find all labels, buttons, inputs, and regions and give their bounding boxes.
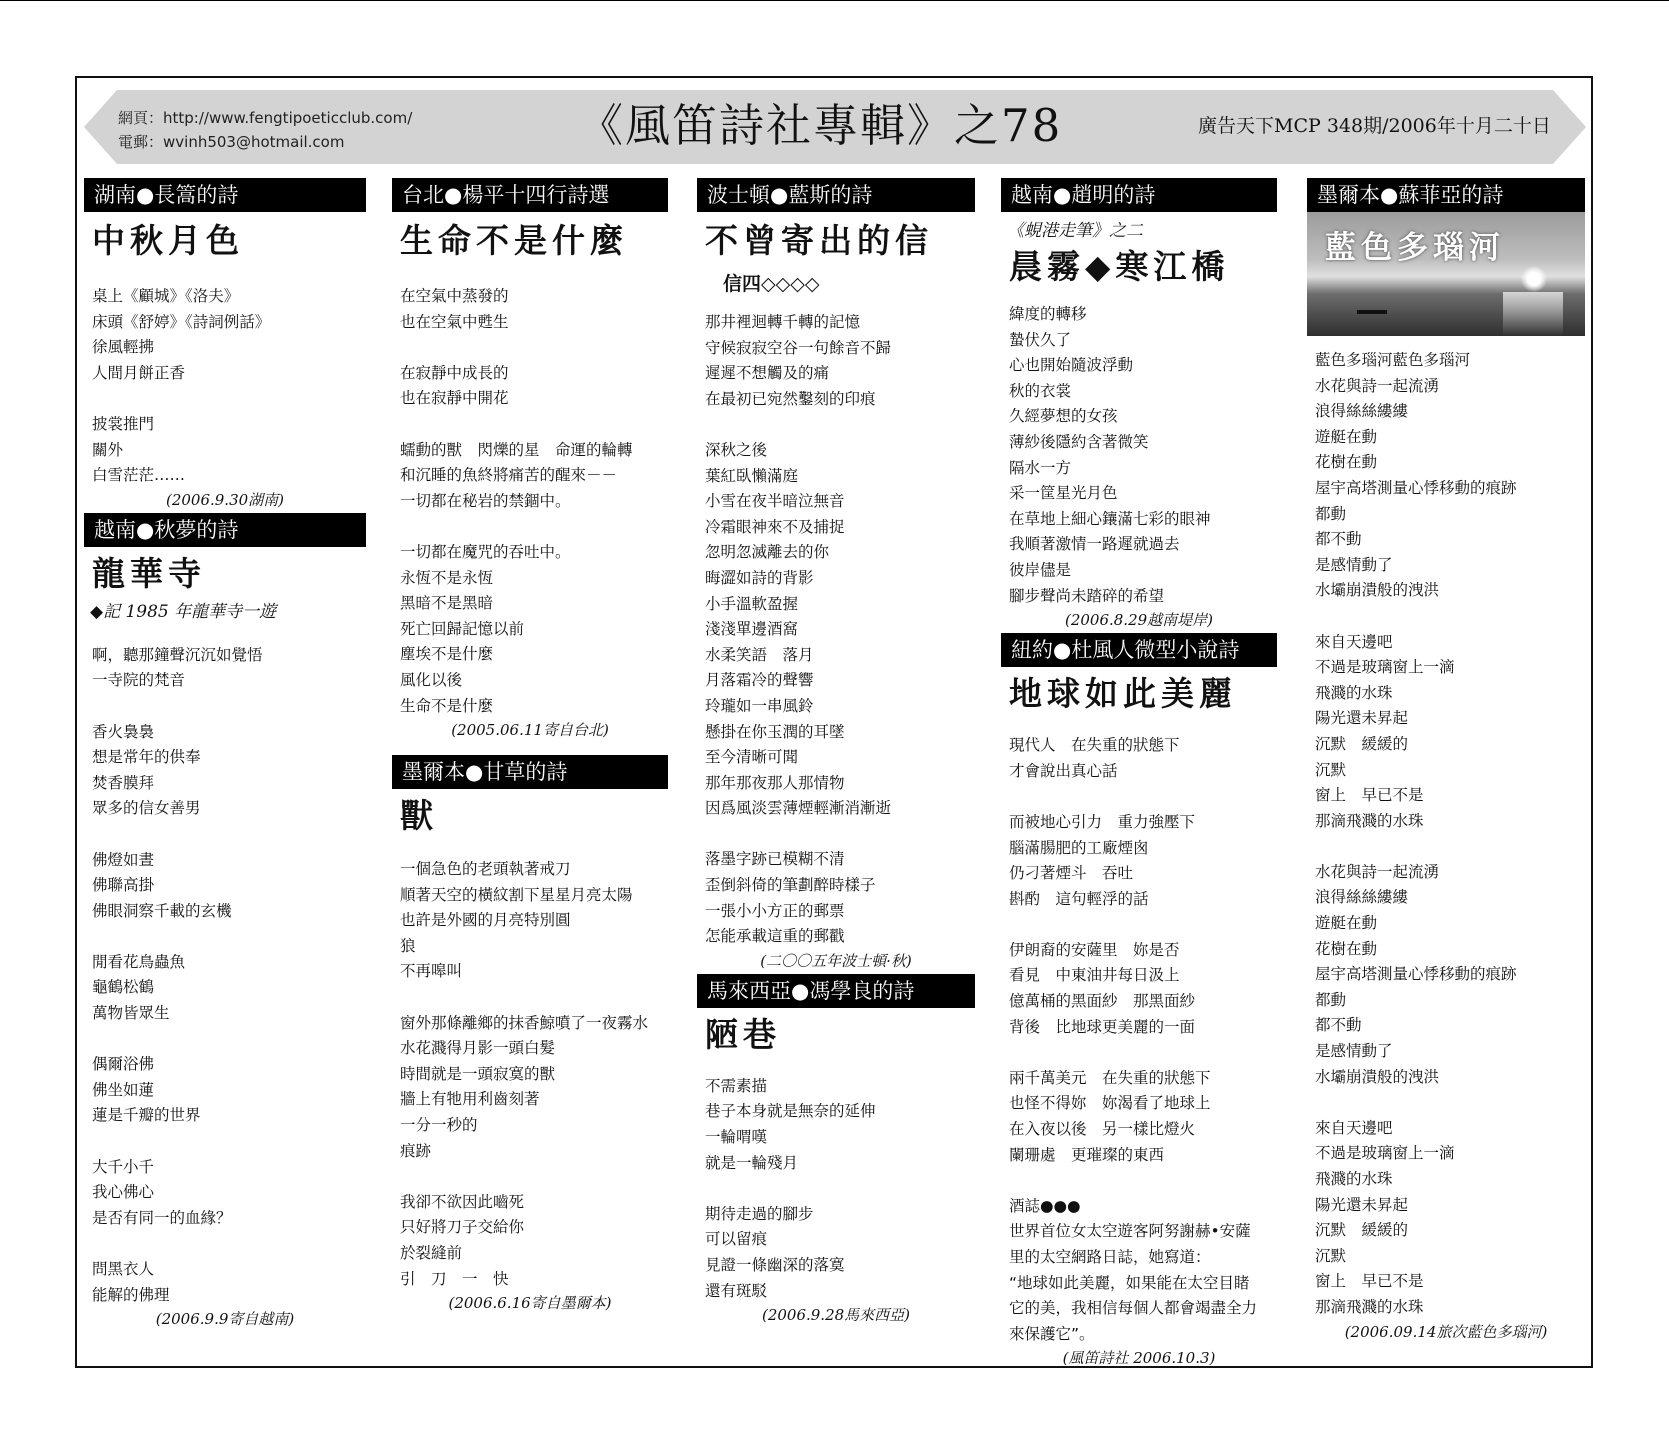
poem-body: 緯度的轉移 蟄伏久了 心也開始隨波浮動 秋的衣裳 久經夢想的女孩 薄紗後隱約含著微笑 隔水一方 采一筐星光月色 在草地上細心鑲滿七彩的眼神 我順著激情一路遲就過去 彼岸儘是 腳步聲尚未踏碎的希望: [1009, 305, 1211, 605]
poem-body: 一個急色的老頭執著戒刀 順著天空的橫紋割下星星月亮太陽 也許是外國的月亮特別圓 狼 不再嗥叫 窗外那條離鄉的抹香鯨噴了一夜霧水 水花濺得月影一頭白髮 時間就是一頭寂寞的獸 牆上有牠用利齒刻著 一分一秒的 痕跡 我卻不欲因此嚙死 只好將刀子交給你 於裂縫前 引 刀 一 快: [400, 860, 649, 1288]
column-4: [1001, 178, 1277, 1369]
poem-signature: (2006.9.9寄自越南): [155, 1310, 295, 1329]
poem-signature: (2006.8.29越南堤岸): [1064, 611, 1214, 630]
poem-signature: (2006.9.30湖南): [165, 490, 285, 509]
column-3: [697, 178, 975, 1326]
poem-signature: (二〇〇五年波士頓·秋): [760, 951, 912, 970]
poem-signature: (2006.9.28馬來西亞): [761, 1306, 911, 1325]
river-photo: [1307, 212, 1585, 336]
poem-subtitle: 《蜆港走筆》之二: [1007, 221, 1143, 241]
water-reflection: [1503, 292, 1563, 336]
poem-title: 地球如此美麗: [1009, 674, 1237, 714]
section-header: 波士頓●藍斯的詩: [697, 178, 975, 212]
poem-body: 在空氣中蒸發的 也在空氣中甦生 在寂靜中成長的 也在寂靜中開花 蠕動的獸 閃爍的星 命運的輪轉 和沉睡的魚終將痛苦的醒來－－ 一切都在秘岩的禁錮中。 一切都在魔咒的吞吐中。 永恆不是永恆 黑暗不是黑暗 死亡回歸記憶以前 塵埃不是什麼 風化以後 生命不是什麼: [400, 287, 633, 715]
poem-body: 那井裡迴轉千轉的記憶 守候寂寂空谷一句餘音不歸 遲遲不想觸及的痛 在最初已宛然鑿刻的印痕 深秋之後 葉紅臥懶滿庭 小雪在夜半暗泣無音 冷霜眼神來不及捕捉 忽明忽滅離去的你 晦澀如詩的背影 小手溫軟盈握 淺淺單邊酒窩 水柔笑語 落月 月落霜冷的聲響 玲瓏如一串風鈴 懸掛在你玉潤的耳墜 至今清晰可聞 那年那夜那人那情物 因爲風淡雲薄煙輕漸消漸逝 落墨字跡已模糊不清 歪倒斜倚的筆劃醉時樣子 一張小小方正的郵票 怎能承載這重的郵戳: [705, 313, 892, 946]
email-text: 電郵：wvinh503@hotmail.com: [118, 133, 345, 151]
poem-title: 獸: [400, 796, 438, 836]
poem-subtitle: ◆記 1985 年龍華寺一遊: [90, 601, 277, 622]
section-header: 墨爾本●甘草的詩: [392, 755, 668, 789]
poem-body: 不需素描 巷子本身就是無奈的延伸 一輪喟嘆 就是一輪殘月 期待走過的腳步 可以留痕 見證一條幽深的落寞 還有斑駁: [705, 1076, 876, 1300]
poem-title: 中秋月色: [92, 221, 244, 260]
section-header: 越南●趙明的詩: [1001, 178, 1277, 212]
poem-body: 桌上《顧城》《洛夫》 床頭《舒婷》《詩詞例話》 徐風輕拂 人間月餅正香 披裳推門 關外 白雪茫茫……: [92, 287, 271, 485]
issue-info: 廣告天下MCP 348期/2006年十月二十日: [1198, 115, 1551, 137]
poem-signature: (風笛詩社 2006.10.3): [1062, 1349, 1216, 1368]
poem-title: 生命不是什麼: [400, 221, 628, 260]
section-header: 墨爾本●蘇菲亞的詩: [1307, 178, 1585, 212]
top-rule: [0, 0, 1669, 1]
column-1: [84, 178, 366, 1330]
poem-title: 不曾寄出的信: [705, 221, 933, 260]
contact-info: [118, 106, 412, 154]
sun-shape: [1521, 266, 1547, 292]
poem-title: 晨霧◆寒江橋: [1009, 247, 1230, 286]
section-header: 湖南●長篙的詩: [84, 178, 366, 212]
photo-title: 藍色多瑙河: [1325, 230, 1505, 266]
poem-body: 啊，聽那鐘聲沉沉如覺悟 一寺院的梵音 香火裊裊 想是常年的供奉 焚香膜拜 眾多的信女善男 佛燈如晝 佛聯高掛 佛眼洞察千載的玄機 閒看花鳥蟲魚 龜鶴松鶴 萬物皆眾生 偶爾浴佛 佛坐如蓮 蓮是千瓣的世界 大千小千 我心佛心 是否有同一的血緣？ 問黑衣人 能解的佛理: [92, 645, 263, 1304]
poem-signature: (2006.6.16寄自墨爾本): [448, 1294, 612, 1313]
section-header: 台北●楊平十四行詩選: [392, 178, 668, 212]
poem-title: 陋巷: [705, 1014, 781, 1054]
column-5: [1307, 178, 1585, 1343]
boat-shape: [1357, 310, 1387, 314]
section-header: 越南●秋夢的詩: [84, 513, 366, 547]
section-header: 馬來西亞●馮學良的詩: [697, 974, 975, 1008]
website-text: 網頁：http://www.fengtipoeticclub.com/: [118, 109, 413, 127]
page-title: 《風笛詩社專輯》之78: [578, 99, 1063, 152]
poem-signature: (2005.06.11寄自台北): [451, 721, 609, 740]
poem-body: 現代人 在失重的狀態下 才會說出真心話 而被地心引力 重力強壓下 腦滿腸肥的工廠煙囪 仍刁著煙斗 吞吐 斟酌 這句輕浮的話 伊朗裔的安薩里 妳是否 看見 中東油井每日汲上 億萬桶的黑面紗 那黑面紗 背後 比地球更美麗的一面 兩千萬美元 在失重的狀態下 也怪不得妳 妳渴看了地球上 在入夜以後 另一樣比燈火 闌珊處 更璀璨的東西 酒誌●●● 世界首位女太空遊客阿努謝赫•安薩 里的太空網路日誌，她寫道： “地球如此美麗，如果能在太空目睹 它的美，我相信每個人都會竭盡全力 來保護它”。: [1009, 736, 1258, 1343]
section-header: 紐約●杜風人微型小說詩: [1001, 633, 1277, 667]
column-2: [392, 178, 668, 1314]
poem-body: 藍色多瑙河藍色多瑙河 水花與詩一起流湧 浪得絲絲縷縷 遊艇在動 花樹在動 屋宇高塔測量心悸移動的痕跡 都動 都不動 是感情動了 水壩崩潰般的洩洪 來自天邊吧 不過是玻璃窗上一滴 飛濺的水珠 陽光還未昇起 沉默 緩緩的 沉默 窗上 早已不是 那滴飛濺的水珠 水花與詩一起流湧 浪得絲絲縷縷 遊艇在動 花樹在動 屋宇高塔測量心悸移動的痕跡 都動 都不動 是感情動了 水壩崩潰般的洩洪 來自天邊吧 不過是玻璃窗上一滴 飛濺的水珠 陽光還未昇起 沉默 緩緩的 沉默 窗上 早已不是 那滴飛濺的水珠: [1315, 351, 1517, 1316]
poem-subtitle: 信四◇◇◇◇: [723, 273, 820, 295]
poem-title: 龍華寺: [92, 553, 206, 593]
poem-signature: (2006.09.14旅次藍色多瑙河): [1344, 1322, 1548, 1341]
